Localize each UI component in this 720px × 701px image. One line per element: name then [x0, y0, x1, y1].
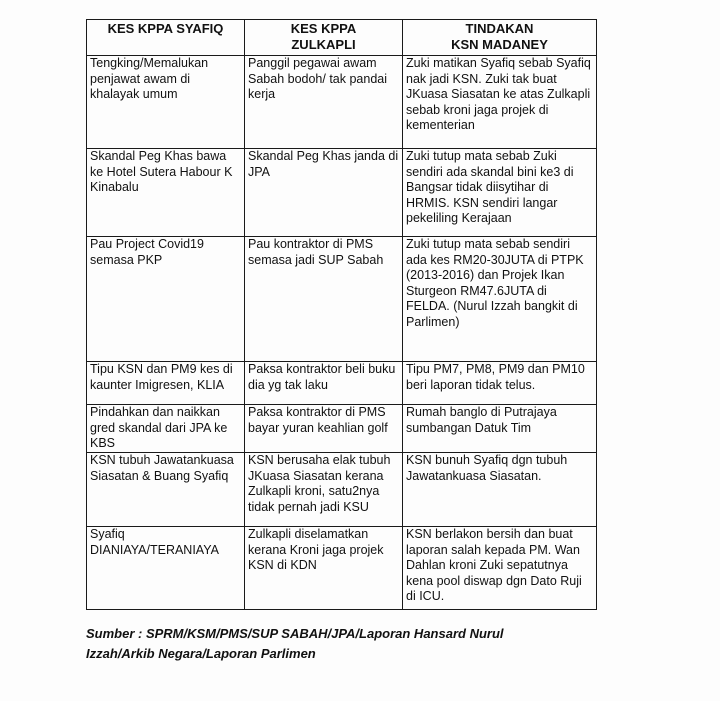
header-kes-kppa-syafiq — [87, 20, 245, 56]
source-line: Sumber : SPRM/KSM/PMS/SUP SABAH/JPA/Laporan Hansard Nurul — [86, 626, 504, 641]
cell-zulkapli: Panggil pegawai awam Sabah bodoh/ tak pandai kerja — [245, 56, 403, 149]
cell-zulkapli: Pau kontraktor di PMS semasa jadi SUP Sabah — [245, 237, 403, 362]
header-line: TINDAKAN — [465, 21, 534, 36]
cell-syafiq: KSN tubuh Jawatankuasa Siasatan & Buang Syafiq — [87, 453, 245, 527]
header-line: ZULKAPLI — [291, 36, 356, 52]
cell-zulkapli: Paksa kontraktor beli buku dia yg tak laku — [245, 362, 403, 405]
cell-tindakan: Zuki tutup mata sebab Zuki sendiri ada skandal bini ke3 di Bangsar tidak diisytihar di HRMIS. KSN sendiri langar pekeliling Kerajaan — [403, 149, 597, 237]
cell-tindakan: Tipu PM7, PM8, PM9 dan PM10 beri laporan tidak telus. — [403, 362, 597, 405]
cell-zulkapli: Skandal Peg Khas janda di JPA — [245, 149, 403, 237]
cell-syafiq: Skandal Peg Khas bawa ke Hotel Sutera Habour K Kinabalu — [87, 149, 245, 237]
cell-tindakan: Rumah banglo di Putrajaya sumbangan Datuk Tim — [403, 405, 597, 453]
cell-syafiq: Tengking/Memalukan penjawat awam di khalayak umum — [87, 56, 245, 149]
table-row — [87, 149, 597, 237]
cell-tindakan: KSN bunuh Syafiq dgn tubuh Jawatankuasa Siasatan. — [403, 453, 597, 527]
source-line: Izzah/Arkib Negara/Laporan Parlimen — [86, 646, 316, 661]
table-row — [87, 56, 597, 149]
header-line: KSN MADANEY — [451, 36, 548, 52]
cell-zulkapli: Paksa kontraktor di PMS bayar yuran keahlian golf — [245, 405, 403, 453]
header-line: KES KPPA SYAFIQ — [107, 21, 224, 36]
header-tindakan-ksn — [403, 20, 597, 56]
cell-tindakan: KSN berlakon bersih dan buat laporan salah kepada PM. Wan Dahlan kroni Zuki sepatutnya kena pool diswap dgn Dato Ruji di ICU. — [403, 527, 597, 610]
cases-table — [86, 19, 597, 610]
cell-zulkapli: Zulkapli diselamatkan kerana Kroni jaga projek KSN di KDN — [245, 527, 403, 610]
source-note — [86, 624, 566, 664]
table-row — [87, 362, 597, 405]
table-row — [87, 527, 597, 610]
table-row — [87, 237, 597, 362]
header-line: KES KPPA — [290, 21, 357, 36]
cell-syafiq: Syafiq DIANIAYA/TERANIAYA — [87, 527, 245, 610]
table-row — [87, 453, 597, 527]
table-header-row — [87, 20, 597, 56]
cell-syafiq: Tipu KSN dan PM9 kes di kaunter Imigresen, KLIA — [87, 362, 245, 405]
cell-tindakan: Zuki matikan Syafiq sebab Syafiq nak jadi KSN. Zuki tak buat JKuasa Siasatan ke atas Zulkapli sebab kroni jaga projek di kementerian — [403, 56, 597, 149]
cell-syafiq: Pindahkan dan naikkan gred skandal dari JPA ke KBS — [87, 405, 245, 453]
cell-tindakan: Zuki tutup mata sebab sendiri ada kes RM20-30JUTA di PTPK (2013-2016) dan Projek Ikan Sturgeon RM47.6JUTA di FELDA. (Nurul Izzah bangkit di Parlimen) — [403, 237, 597, 362]
cell-syafiq: Pau Project Covid19 semasa PKP — [87, 237, 245, 362]
table-row — [87, 405, 597, 453]
header-kes-kppa-zulkapli — [245, 20, 403, 56]
cell-zulkapli: KSN berusaha elak tubuh JKuasa Siasatan kerana Zulkapli kroni, satu2nya tidak pernah jadi KSU — [245, 453, 403, 527]
